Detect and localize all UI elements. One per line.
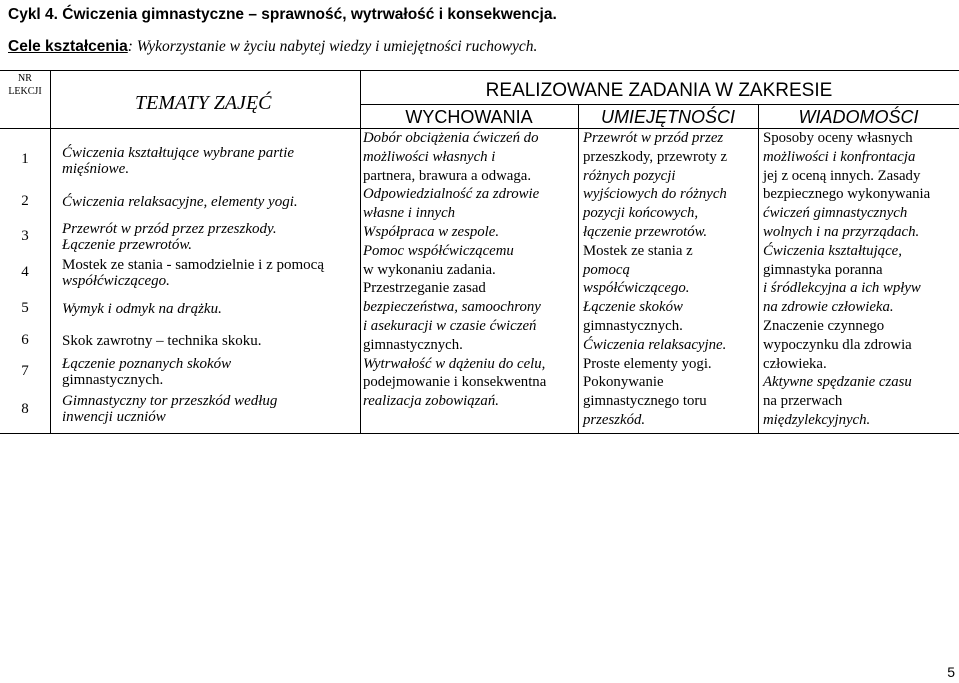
text-line: możliwości własnych i — [363, 148, 496, 165]
umiejetnosci-header: UMIEJĘTNOŚCI — [600, 107, 735, 127]
text-line: pozycji końcowych, — [583, 205, 699, 222]
lesson-topic — [62, 257, 324, 289]
text-line: i asekuracji w czasie ćwiczeń — [363, 317, 537, 334]
text-line: międzylekcyjnych. — [763, 411, 871, 428]
page-number: 5 — [947, 664, 955, 680]
text-line: bezpiecznego wykonywania — [763, 186, 931, 203]
lesson-number: 3 — [21, 228, 29, 244]
lesson-topic — [62, 221, 277, 253]
umiejetnosci-column — [583, 129, 727, 430]
text-line: Znaczenie czynnego — [763, 317, 885, 334]
text-line: Sposoby oceny własnych — [763, 130, 913, 146]
text-line: Odpowiedzialność za zdrowie — [363, 186, 540, 203]
text-line: przeszkód. — [583, 411, 646, 428]
text-line: gimnastycznych. — [583, 317, 683, 334]
text-line: gimnastycznego toru — [583, 393, 707, 410]
text-line: partnera, brawura a odwaga. — [363, 167, 532, 184]
text-line: Pomoc współćwiczącemu — [363, 242, 514, 259]
topic-line: Skok zawrotny – technika skoku. — [62, 333, 262, 349]
text-line: na przerwach — [763, 393, 843, 410]
text-line: ćwiczeń gimnastycznych — [763, 205, 908, 222]
topic-line: Łączenie poznanych skoków — [62, 356, 232, 372]
text-line: Pokonywanie — [583, 374, 664, 391]
text-line: w wykonaniu zadania. — [363, 261, 496, 278]
lesson-topic — [62, 145, 294, 177]
text-line: Mostek ze stania z — [583, 242, 693, 259]
topic-line: Mostek ze stania - samodzielnie i z pomocą — [62, 257, 324, 273]
text-line: i śródlekcyjna a ich wpływ — [763, 280, 921, 297]
text-line: łączenie przewrotów. — [583, 223, 708, 240]
topic-line: Ćwiczenia kształtujące wybrane partie — [62, 145, 295, 161]
nr-label: NR — [18, 73, 32, 84]
lesson-number: 5 — [21, 300, 29, 316]
text-line: gimnastyka poranna — [763, 261, 883, 278]
topic-line: Łączenie przewrotów. — [62, 237, 192, 253]
text-line: Proste elementy yogi. — [583, 355, 712, 372]
lesson-number: 7 — [21, 363, 29, 379]
wiadomosci-column — [763, 129, 930, 430]
text-line: Łączenie skoków — [583, 299, 683, 316]
lesson-number: 2 — [21, 193, 29, 209]
lesson-number-header — [0, 72, 50, 98]
text-line: bezpieczeństwa, samoochrony — [363, 299, 541, 316]
text-line: Ćwiczenia kształtujące, — [763, 242, 902, 259]
wychowania-header: WYCHOWANIA — [405, 107, 533, 127]
lesson-number: 4 — [21, 264, 29, 280]
wiadomosci-header: WIADOMOŚCI — [798, 107, 919, 127]
lekcji-label: LEKCJI — [8, 86, 42, 97]
lesson-number: 1 — [21, 151, 29, 167]
text-line: Współpraca w zespole. — [363, 223, 500, 240]
text-line: wolnych i na przyrządach. — [763, 223, 920, 240]
wychowania-column — [363, 129, 546, 411]
lesson-topic — [62, 356, 231, 388]
text-line: wyjściowych do różnych — [583, 186, 727, 203]
text-line: różnych pozycji — [583, 167, 676, 184]
column-divider — [758, 104, 759, 433]
topic-line: współćwiczącego. — [62, 273, 170, 289]
lesson-number: 8 — [21, 401, 29, 417]
column-divider — [50, 70, 51, 433]
topic-line: Ćwiczenia relaksacyjne, elementy yogi. — [62, 194, 298, 210]
goals-label: Cele kształcenia — [8, 38, 128, 55]
topic-line: mięśniowe. — [62, 161, 130, 177]
text-line: podejmowanie i konsekwentna — [363, 374, 547, 391]
table-top-border — [0, 70, 959, 71]
topic-line: gimnastycznych. — [62, 372, 164, 388]
text-line: możliwości i konfrontacja — [763, 148, 916, 165]
text-line: wypoczynku dla zdrowia — [763, 336, 912, 353]
text-line: realizacja zobowiązań. — [363, 393, 499, 410]
lesson-topic — [62, 194, 298, 210]
document-title: Cykl 4. Ćwiczenia gimnastyczne – sprawność, wytrwałość i konsekwencja. — [8, 6, 557, 23]
realized-tasks-header: REALIZOWANE ZADANIA W ZAKRESIE — [485, 80, 833, 101]
text-line: współćwiczącego. — [583, 280, 690, 297]
lesson-topic — [62, 333, 262, 349]
topic-line: Gimnastyczny tor przeszkód według — [62, 393, 278, 409]
topic-line: Wymyk i odmyk na drążku. — [62, 301, 222, 317]
text-line: gimnastycznych. — [363, 336, 463, 353]
text-line: Wytrwałość w dążeniu do celu, — [363, 355, 546, 372]
table-bottom-border — [0, 433, 959, 434]
learning-goals — [8, 38, 537, 56]
header-divider — [360, 104, 959, 105]
text-line: Przewrót w przód przez — [583, 130, 724, 146]
text-line: Aktywne spędzanie czasu — [763, 374, 912, 391]
text-line: Ćwiczenia relaksacyjne. — [583, 336, 727, 353]
topics-header: TEMATY ZAJĘĆ — [135, 92, 272, 114]
goals-text: : Wykorzystanie w życiu nabytej wiedzy i umiejętności ruchowych. — [127, 38, 538, 55]
lesson-number: 6 — [21, 332, 29, 348]
text-line: Dobór obciążenia ćwiczeń do — [363, 130, 539, 146]
text-line: pomocą — [583, 261, 630, 278]
text-line: na zdrowie człowieka. — [763, 299, 894, 316]
text-line: przeszkody, przewroty z — [583, 148, 728, 165]
topic-line: Przewrót w przód przez przeszkody. — [62, 221, 277, 237]
topic-line: inwencji uczniów — [62, 409, 166, 425]
text-line: własne i innych — [363, 205, 456, 222]
text-line: człowieka. — [763, 355, 827, 372]
text-line: Przestrzeganie zasad — [363, 280, 486, 297]
column-divider — [578, 104, 579, 433]
lesson-topic — [62, 301, 222, 317]
lesson-topic — [62, 393, 277, 425]
text-line: jej z oceną innych. Zasady — [763, 167, 921, 184]
